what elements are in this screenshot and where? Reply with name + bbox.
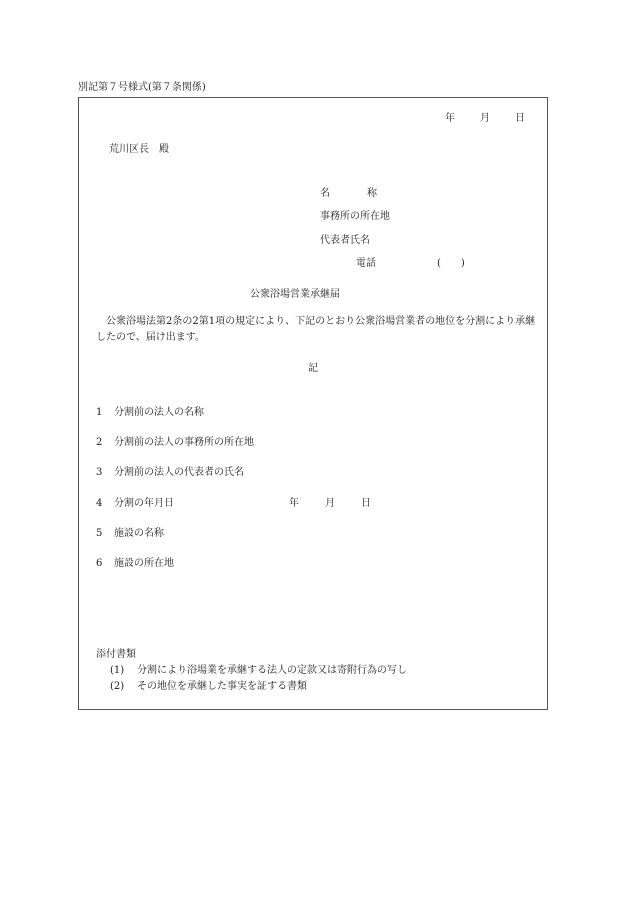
attachment-num-2: (2) [110, 681, 125, 692]
date-month: 月 [480, 113, 490, 124]
item-num-6: 6 [96, 558, 103, 569]
item-label-5: 施設の名称 [114, 528, 164, 539]
body-paragraph [96, 314, 536, 346]
item-num-3: 3 [96, 467, 103, 478]
item-num-1: 1 [96, 407, 103, 418]
attachment-text-2: その地位を承継した事実を証する書類 [137, 681, 307, 692]
applicant-phone-paren: ( ) [437, 258, 465, 269]
applicant-representative-label: 代表者氏名 [320, 235, 370, 246]
applicant-name-label-1: 名 [320, 188, 330, 199]
item-num-4: 4 [96, 498, 103, 509]
applicant-phone-label: 電話 [356, 258, 376, 269]
applicant-name-label-2: 称 [367, 188, 377, 199]
item-label-1: 分割前の法人の名称 [114, 407, 204, 418]
split-date-year: 年 [289, 498, 299, 509]
document-title: 公衆浴場営業承継届 [250, 289, 340, 300]
item-num-5: 5 [96, 528, 103, 539]
split-date-day: 日 [361, 498, 371, 509]
form-frame [78, 97, 548, 710]
body-text: 公衆浴場法第2条の2第1項の規定により、下記のとおり公衆浴場営業者の地位を分割により承継したので、届け出ます。 [96, 316, 536, 343]
ki-heading: 記 [308, 363, 318, 374]
item-label-6: 施設の所在地 [114, 558, 174, 569]
item-num-2: 2 [96, 437, 103, 448]
attachment-text-1: 分割により浴場業を承継する法人の定款又は寄附行為の写し [137, 665, 407, 676]
item-label-3: 分割前の法人の代表者の氏名 [114, 467, 244, 478]
attachment-num-1: (1) [110, 665, 125, 676]
applicant-office-label: 事務所の所在地 [320, 211, 390, 222]
item-label-4: 分割の年月日 [114, 498, 174, 509]
attachments-heading: 添付書類 [96, 649, 136, 660]
item-label-2: 分割前の法人の事務所の所在地 [114, 437, 254, 448]
date-day: 日 [515, 113, 525, 124]
addressee: 荒川区長 殿 [109, 144, 169, 155]
split-date-month: 月 [325, 498, 335, 509]
date-year: 年 [445, 113, 455, 124]
form-number: 別記第７号様式(第７条関係) [78, 82, 206, 93]
